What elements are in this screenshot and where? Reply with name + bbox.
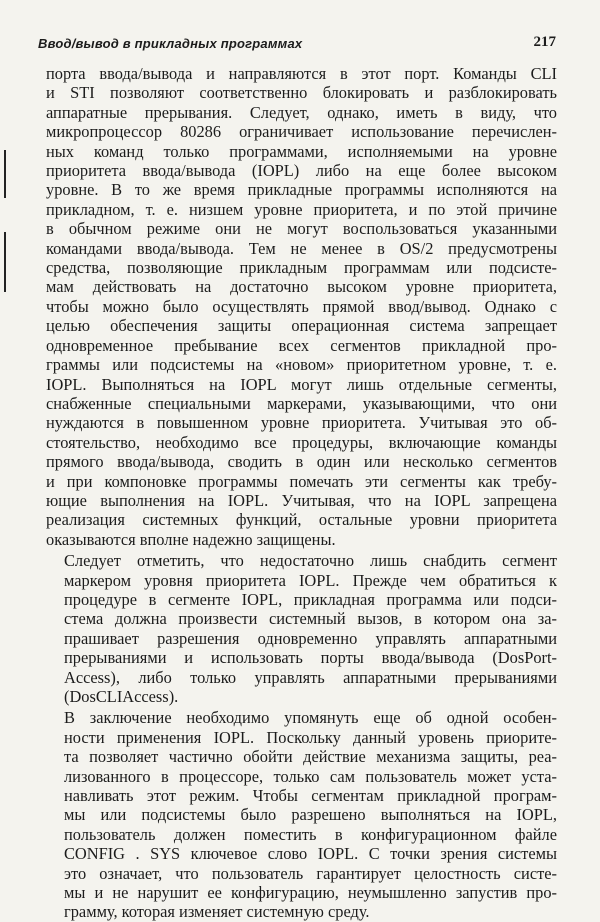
- text-line: ности применения IOPL. Поскольку данный уровень приорите-: [64, 727, 557, 747]
- text-line: снабженные специальными маркерами, указывающими, что они: [46, 393, 557, 413]
- text-line: это означает, что пользователь гарантирует целостность систе-: [64, 863, 557, 883]
- text-line: командами ввода/вывода. Тем не менее в OS/2 предусмотрены: [46, 238, 557, 258]
- paragraph-3: [46, 708, 557, 921]
- text-line: одновременное пребывание всех сегментов прикладной про-: [46, 335, 557, 355]
- text-line: приоритета ввода/вывода (IOPL) либо на еще более высоком: [46, 161, 557, 181]
- text-line: CONFIG . SYS ключевое слово IOPL. С точки зрения системы: [64, 844, 557, 864]
- text-line: (DosCLIAccess).: [64, 687, 179, 706]
- text-line: прерываниями и использовать порты ввода/вывода (DosPort-: [64, 648, 557, 668]
- paragraph-2: [46, 551, 557, 706]
- text-line: мы или подсистемы было разрешено выполняться на IOPL,: [64, 805, 557, 825]
- text-line: прямого ввода/вывода, сводить в один или несколько сегментов: [46, 452, 557, 472]
- text-line: нуждаются в повышенном уровне приоритета. Учитывая это об-: [46, 413, 557, 433]
- text-line: Access), либо только управлять аппаратными прерываниями: [64, 667, 557, 687]
- page-number: 217: [533, 34, 556, 50]
- text-line: стема должна произвести системный вызов, в котором она за-: [64, 609, 557, 629]
- text-line: средства, позволяющие прикладным программам или подсисте-: [46, 258, 557, 278]
- body-text: [46, 64, 557, 922]
- text-line: В заключение необходимо упомянуть еще об одной особен-: [64, 708, 557, 728]
- text-line: грамму, которая изменяет системную среду.: [64, 902, 370, 922]
- text-line: мам действовать на достаточно высоком уровне приоритета,: [46, 277, 557, 297]
- text-line: и при компоновке программы помечать эти сегменты как требу-: [46, 471, 557, 491]
- text-line: уровне. В то же время прикладные программы исполняются на: [46, 180, 557, 200]
- text-line: и STI позволяют соответственно блокировать и разблокировать: [46, 83, 557, 103]
- margin-mark: [4, 232, 6, 292]
- text-line: IOPL. Выполняться на IOPL могут лишь отдельные сегменты,: [46, 374, 557, 394]
- text-line: в обычном режиме они не могут воспользоваться указанными: [46, 219, 557, 239]
- text-line: прикладном, т. е. низшем уровне приоритета, и по этой причине: [46, 199, 557, 219]
- text-line: пользователь должен поместить в конфигурационном файле: [64, 824, 557, 844]
- text-line: порта ввода/вывода и направляются в этот порт. Команды CLI: [46, 64, 557, 83]
- text-line: маркером уровня приоритета IOPL. Прежде чем обратиться к: [64, 570, 557, 590]
- text-line: прашивает разрешения одновременно управлять аппаратными: [64, 628, 557, 648]
- text-line: Следует отметить, что недостаточно лишь снабдить сегмент: [64, 551, 557, 571]
- text-line: стоятельство, необходимо все процедуры, включающие команды: [46, 432, 557, 452]
- text-line: микропроцессор 80286 ограничивает использование перечислен-: [46, 122, 557, 142]
- text-line: процедуре в сегменте IOPL, прикладная программа или подси-: [64, 589, 557, 609]
- paragraph-1: [46, 64, 557, 549]
- text-line: аппаратные прерывания. Следует, однако, иметь в виду, что: [46, 102, 557, 122]
- text-line: лизованного в процессоре, только сам пользователь может уста-: [64, 766, 557, 786]
- text-line: граммы или подсистемы на «новом» приоритетном уровне, т. е.: [46, 355, 557, 375]
- text-line: целью обеспечения защиты операционная система запрещает: [46, 316, 557, 336]
- text-line: чтобы можно было осуществлять прямой ввод/вывод. Однако с: [46, 296, 557, 316]
- text-line: та позволяет частично обойти действие механизма защиты, реа-: [64, 747, 557, 767]
- text-line: навливать этот режим. Чтобы сегментам прикладной програм-: [64, 786, 557, 806]
- running-title: Ввод/вывод в прикладных программах: [38, 36, 303, 51]
- text-line: реализация системных функций, остальные уровни приоритета: [46, 510, 557, 530]
- text-line: ных команд только программами, исполняемыми на уровне: [46, 141, 557, 161]
- text-line: мы и не нарушит ее конфигурацию, неумышленно запустив про-: [64, 883, 557, 903]
- text-line: ющие выполнения на IOPL. Учитывая, что на IOPL запрещена: [46, 490, 557, 510]
- page-header: [38, 36, 556, 56]
- margin-mark: [4, 150, 6, 198]
- text-line: оказываются вполне надежно защищены.: [46, 529, 336, 549]
